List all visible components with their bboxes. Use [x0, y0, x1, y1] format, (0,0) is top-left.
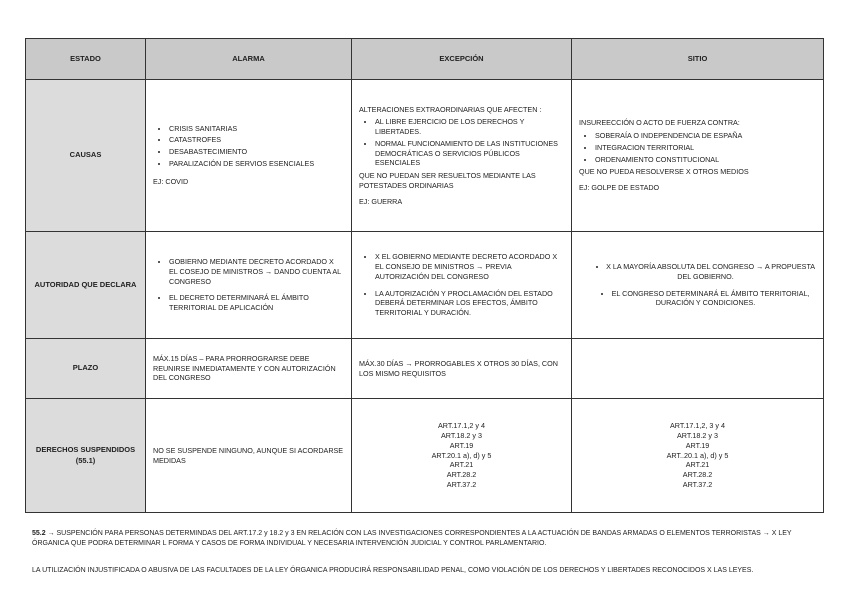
- autoridad-excepcion: [352, 232, 572, 339]
- list-item: • LA AUTORIZACIÓN Y PROCLAMACIÓN DEL ESTADO DEBERÁ DETERMINAR LOS EFECTOS, ÁMBITO TERRITORIAL Y DURACIÓN.: [375, 289, 564, 318]
- list-item: • CATASTROFES: [169, 135, 344, 145]
- list-item: • INTEGRACION TERRITORIAL: [595, 143, 816, 153]
- list-item: ART.19: [685, 440, 710, 450]
- label-plazo: PLAZO: [26, 339, 146, 399]
- outro-text: QUE NO PUEDAN SER RESUELTOS MEDIANTE LAS POTESTADES ORDINARIAS: [359, 171, 536, 190]
- plazo-alarma: MÁX.15 DÍAS – PARA PRORROGRARSE DEBE REUNIRSE INMEDIATAMENTE Y CON AUTORIZACIÓN DEL CONGRESO: [146, 339, 352, 399]
- list-item: • AL LIBRE EJERCICIO DE LOS DERECHOS Y LIBERTADES.: [375, 117, 564, 136]
- autoridad-alarma: [146, 232, 352, 339]
- list-item: ART.18.2 y 3: [676, 431, 719, 441]
- list-item: • PARALIZACIÓN DE SERVIOS ESENCIALES: [169, 159, 344, 169]
- list-item: • GOBIERNO MEDIANTE DECRETO ACORDADO X EL COSEJO DE MINISTROS → DANDO CUENTA AL CONGRESO: [169, 257, 344, 286]
- header-estado: ESTADO: [26, 39, 146, 80]
- list-item: • DESABASTECIMIENTO: [169, 147, 344, 157]
- row-autoridad: [26, 232, 824, 339]
- label-derechos: [26, 399, 146, 513]
- header-excepcion: EXCEPCIÓN: [352, 39, 572, 80]
- label-derechos-ref: (55.1): [75, 455, 96, 465]
- list-item: ART.37.2: [446, 479, 477, 489]
- footnote-responsabilidad: LA UTILIZACIÓN INJUSTIFICADA O ABUSIVA DE LAS FACULTADES DE LA LEY ÓRGANICA PRODUCIRÁ RESPONSABILIDAD PENAL, COMO VIOLACIÓN DE LOS DERECHOS Y LIBERTADES RECONOCIDOS X LAS LEYES.: [32, 567, 754, 574]
- intro-text: ALTERACIONES EXTRAORDINARIAS QUE AFECTEN :: [359, 104, 542, 114]
- header-alarma: ALARMA: [146, 39, 352, 80]
- autoridad-sitio: [572, 232, 824, 339]
- plazo-sitio: [572, 339, 824, 399]
- derechos-alarma: NO SE SUSPENDE NINGUNO, AUNQUE SI ACORDARSE MEDIDAS: [146, 399, 352, 513]
- list-item: • ORDENAMIENTO CONSTITUCIONAL: [595, 155, 816, 165]
- intro-text: INSUREECCIÓN O ACTO DE FUERZA CONTRA:: [579, 118, 740, 128]
- derechos-sitio: [572, 399, 824, 513]
- header-row: [26, 39, 824, 80]
- list-item: • SOBERAÍA O INDEPENDENCIA DE ESPAÑA: [595, 131, 816, 141]
- causas-sitio: [572, 80, 824, 232]
- derechos-excepcion: [352, 399, 572, 513]
- list-item: ART.18.2 y 3: [440, 431, 483, 441]
- list-item: • EL DECRETO DETERMINARÁ EL ÁMBITO TERRITORIAL DE APLICACIÓN: [169, 293, 344, 312]
- list-item: ART.17.1,2 y 4: [437, 421, 485, 431]
- label-autoridad: AUTORIDAD QUE DECLARA: [26, 232, 146, 339]
- example-text: EJ: GUERRA: [359, 196, 403, 206]
- list-item: ART.20.1 a), d) y 5: [431, 450, 492, 460]
- list-item: ART.17.1,2, 3 y 4: [669, 421, 725, 431]
- causas-alarma: [146, 80, 352, 232]
- row-causas: [26, 80, 824, 232]
- list-item: ART.21: [449, 460, 474, 470]
- list-item: • EL CONGRESO DETERMINARÁ EL ÁMBITO TERRITORIAL, DURACIÓN Y CONDICIONES.: [595, 289, 816, 308]
- example-text: EJ: COVID: [153, 176, 189, 186]
- list-item: ART..20.1 a), d) y 5: [666, 450, 729, 460]
- footnote-55-2: [32, 529, 822, 549]
- label-derechos-text: DERECHOS SUSPENDIDOS: [35, 445, 136, 455]
- list-item: • X EL GOBIERNO MEDIANTE DECRETO ACORDADO X EL CONSEJO DE MINISTROS → PREVIA AUTORIZACIÓN DEL CONGRESO: [375, 252, 564, 281]
- list-item: • X LA MAYORÍA ABSOLUTA DEL CONGRESO → A PROPUESTA DEL GOBIERNO.: [595, 262, 816, 281]
- plazo-excepcion: MÁX.30 DÍAS → PRORROGABLES X OTROS 30 DÍAS, CON LOS MISMO REQUISITOS: [352, 339, 572, 399]
- estados-table: [25, 38, 824, 513]
- outro-text: QUE NO PUEDA RESOLVERSE X OTROS MEDIOS: [579, 167, 749, 177]
- example-text: EJ: GOLPE DE ESTADO: [579, 182, 660, 192]
- list-item: ART.37.2: [682, 479, 713, 489]
- footnote-text: → SUSPENCIÓN PARA PERSONAS DETERMINDAS DEL ART.17.2 y 18.2 y 3 EN RELACIÓN CON LAS INVESTIGACIONES CORRESPONDIENTES A LA ACTUACIÓN DE BANDAS ARMADAS O ELEMENTOS TERRORISTAS → X LEY ÓRGANICA QUE PODRA DETERMINAR L FORMA Y CASOS DE FORMA INDIVIDUAL Y NECESARIA INTERVENCIÓN JUDICIAL Y CONTROL PARLAMENTARIO.: [32, 530, 792, 548]
- list-item: • CRISIS SANITARIAS: [169, 124, 344, 134]
- header-sitio: SITIO: [572, 39, 824, 80]
- list-item: ART.19: [449, 440, 474, 450]
- list-item: ART.21: [685, 460, 710, 470]
- list-item: ART.28.2: [682, 470, 713, 480]
- row-derechos: [26, 399, 824, 513]
- row-plazo: [26, 339, 824, 399]
- footnote-ref: 55.2: [32, 530, 46, 537]
- causas-excepcion: [352, 80, 572, 232]
- label-causas: CAUSAS: [26, 80, 146, 232]
- list-item: ART.28.2: [446, 470, 477, 480]
- list-item: • NORMAL FUNCIONAMIENTO DE LAS INSTITUCIONES DEMOCRÁTICAS O SERVICIOS PÚBLICOS ESENCIALES: [375, 139, 564, 168]
